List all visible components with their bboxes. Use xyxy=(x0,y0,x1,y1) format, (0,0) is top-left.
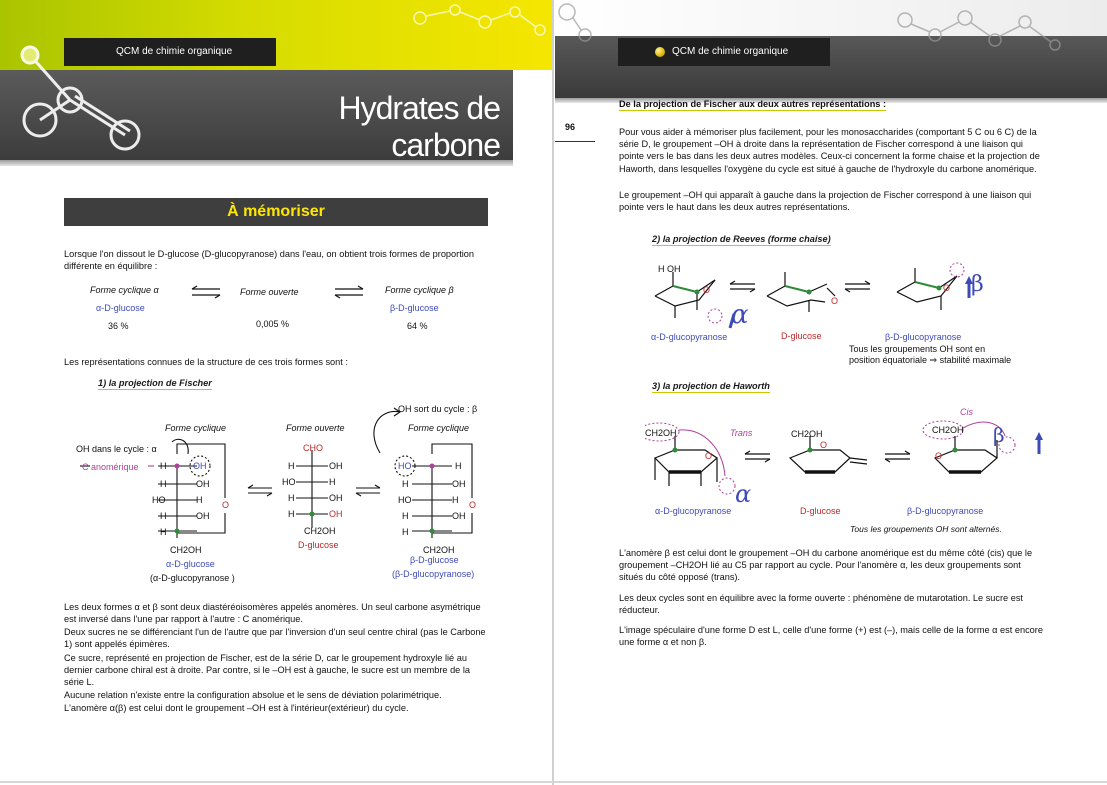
reeves-note-1: Tous les groupements OH sont en xyxy=(849,344,986,354)
alpha-percent: 36 % xyxy=(108,321,129,331)
fischer-alpha-name: α-D-glucose xyxy=(166,559,215,569)
atom-label: H xyxy=(329,477,336,487)
atom-label: CH2OH xyxy=(423,545,455,555)
atom-label: OH xyxy=(452,511,466,521)
reeves-beta-symbol: β xyxy=(971,272,984,297)
haworth-alpha-ch2oh: CH2OH xyxy=(645,428,677,438)
haworth-alpha-name: α-D-glucopyranose xyxy=(655,506,732,516)
oh-in-cycle-label: OH dans le cycle : α xyxy=(76,444,157,454)
fischer-cyclic-label-beta: Forme cyclique xyxy=(408,423,470,433)
haworth-open-ch2oh: CH2OH xyxy=(791,429,823,439)
haworth-beta-ch2oh: CH2OH xyxy=(932,425,964,435)
mirror-image-paragraph: L'image spéculaire d'une forme D est L, celle d'une forme (+) est (–), mais celle de la forme α est encore une forme α et non β. xyxy=(619,625,1043,648)
left-page xyxy=(0,0,553,785)
equilibrium-arrows-icon xyxy=(333,285,365,299)
atom-label: H xyxy=(160,461,167,471)
atom-label: H xyxy=(160,479,167,489)
epimers-paragraph: Deux sucres ne se différenciant l'un de l'autre que par l'inversion d'un seul centre chiral (pas le Carbone 1) sont appelés épimères. xyxy=(64,627,486,650)
fischer-beta-sub: (β-D-glucopyranose) xyxy=(392,569,475,579)
bullet-icon xyxy=(655,47,665,57)
atom-label: OH xyxy=(193,461,207,471)
atom-label: OH xyxy=(329,509,343,519)
haworth-beta-name: β-D-glucopyranose xyxy=(907,506,984,516)
atom-label: OH xyxy=(329,493,343,503)
open-percent: 0,005 % xyxy=(256,319,290,329)
series-paragraph: Ce sucre, représenté en projection de Fischer, est de la série D, car le groupement hydroxyle lié au dernier carbone chiral est à droite. Par contre, si le –OH est à gauche, le sucre est un membre de la série L. xyxy=(64,653,470,688)
anomeric-carbon-label: C anomérique xyxy=(82,462,139,472)
atom-label: H xyxy=(402,511,409,521)
ring-oxygen-label: O xyxy=(943,283,951,293)
oh-out-cycle-label: OH sort du cycle : β xyxy=(398,404,478,414)
fischer-cyclic-label: Forme cyclique xyxy=(165,423,227,433)
beta-percent: 64 % xyxy=(407,321,428,331)
right-page xyxy=(555,0,1107,785)
atom-label: OH xyxy=(196,479,210,489)
atom-label: H xyxy=(160,511,167,521)
fischer-dglucose-name: D-glucose xyxy=(298,540,339,550)
haworth-cis-label: Cis xyxy=(960,407,973,417)
memo-title: À mémoriser xyxy=(64,198,488,226)
ring-oxygen-label: O xyxy=(703,285,711,295)
haworth-note: Tous les groupements OH sont alternés. xyxy=(850,524,1002,534)
ring-oxygen-label: O xyxy=(935,451,943,461)
atom-label: H xyxy=(288,509,295,519)
intro-paragraph-1: Pour vous aider à mémoriser plus facilement, pour les monosaccharides (comportant 5 C ou 6 C) de la série D, le groupement –OH à droite dans la représentation de Fischer correspond à une liaison qui pointe vers le bas dans les deux autres modèles. Ceux-ci concernent la forme chaise et la projection de Haworth, dans lesquelles l'oxygène du cycle est situé à gauche de l'hydroxyle du carbone anomérique. xyxy=(619,127,1040,174)
haworth-beta-symbol: β xyxy=(993,423,1005,447)
ring-oxygen-label: O xyxy=(705,451,713,461)
intro-paragraph-2: Le groupement –OH qui apparaît à gauche dans la projection de Fischer correspond à une liaison qui pointe vers le haut dans les deux autres représentations. xyxy=(619,190,1032,213)
atom-label: CH2OH xyxy=(170,545,202,555)
atom-label: H xyxy=(196,495,203,505)
atom-label: OH xyxy=(452,479,466,489)
fischer-alpha-sub: (α-D-glucopyranose ) xyxy=(150,573,235,583)
beta-form-label: Forme cyclique β xyxy=(385,285,454,295)
atom-label: H xyxy=(160,527,167,537)
atom-label: H xyxy=(288,493,295,503)
atom-label: HO xyxy=(398,495,412,505)
fischer-open-label: Forme ouverte xyxy=(286,423,345,433)
open-form-label: Forme ouverte xyxy=(240,287,299,297)
bottom-rule xyxy=(0,781,1107,783)
alpha-glucose-label: α-D-glucose xyxy=(96,303,145,313)
chapter-title: Hydrates de carbone xyxy=(338,90,500,163)
ring-oxygen-label: O xyxy=(222,500,230,510)
atom-label: OH xyxy=(196,511,210,521)
atom-label: HO xyxy=(152,495,166,505)
atom-label: HO xyxy=(282,477,296,487)
reeves-note-2: position équatoriale ⇒ stabilité maximale xyxy=(849,355,1012,365)
atom-label: HO xyxy=(398,461,412,471)
reeves-alpha-atoms: H OH xyxy=(658,264,681,274)
atom-label: H xyxy=(455,461,462,471)
anomers-paragraph: Les deux formes α et β sont deux diastéréoisomères appelés anomères. Un seul carbone asymétrique est inversé dans l'une par rapport à l'autre : C anomérique. xyxy=(64,602,481,625)
alpha-form-label: Forme cyclique α xyxy=(90,285,159,295)
aldehyde-oxygen-label: O xyxy=(820,440,828,450)
fischer-heading: 1) la projection de Fischer xyxy=(98,378,212,388)
representations-intro: Les représentations connues de la structure de ces trois formes sont : xyxy=(64,357,348,367)
page-number-rule xyxy=(555,141,595,142)
atom-label: CH2OH xyxy=(304,526,336,536)
reeves-open-name: D-glucose xyxy=(781,331,822,341)
reeves-alpha-symbol: α xyxy=(731,300,749,330)
anomer-definition-paragraph: L'anomère α(β) est celui dont le groupement –OH est à l'intérieur(extérieur) du cycle. xyxy=(64,703,409,713)
atom-label: OH xyxy=(329,461,343,471)
section-title: De la projection de Fischer aux deux autres représentations : xyxy=(619,98,886,111)
page-number: 96 xyxy=(565,122,576,132)
reeves-chair-diagram xyxy=(635,258,1055,338)
atom-label: H xyxy=(402,527,409,537)
header-tag: QCM de chimie organique xyxy=(64,38,276,66)
haworth-open-name: D-glucose xyxy=(800,506,841,516)
haworth-heading: 3) la projection de Haworth xyxy=(652,381,770,391)
reeves-heading: 2) la projection de Reeves (forme chaise) xyxy=(652,234,831,244)
polarimetry-paragraph: Aucune relation n'existe entre la configuration absolue et le sens de déviation polarimétrique. xyxy=(64,690,442,700)
page-gutter xyxy=(552,0,554,785)
beta-glucose-label: β-D-glucose xyxy=(390,303,439,313)
reeves-beta-name: β-D-glucopyranose xyxy=(885,332,962,342)
equilibrium-arrows-icon xyxy=(190,285,222,299)
mutarotation-paragraph: Les deux cycles sont en équilibre avec la forme ouverte : phénomène de mutarotation. Le sucre est réducteur. xyxy=(619,593,1023,616)
header-tag: QCM de chimie organique xyxy=(618,38,830,66)
reeves-alpha-name: α-D-glucopyranose xyxy=(651,332,728,342)
aldehyde-oxygen-label: O xyxy=(831,296,839,306)
atom-label: H xyxy=(452,495,459,505)
haworth-trans-label: Trans xyxy=(730,428,753,438)
ring-oxygen-label: O xyxy=(469,500,477,510)
atom-label: CHO xyxy=(303,443,323,453)
atom-label: H xyxy=(288,461,295,471)
atom-label: H xyxy=(402,479,409,489)
fischer-beta-name: β-D-glucose xyxy=(410,555,459,565)
cis-trans-paragraph: L'anomère β est celui dont le groupement –OH du carbone anomérique est du même côté (cis) que le groupement –CH2OH lié au C5 par rapport au cycle. Pour l'anomère α, les deux groupements sont situés du côté opposé (trans). xyxy=(619,548,1033,583)
intro-paragraph: Lorsque l'on dissout le D-glucose (D-glucopyranose) dans l'eau, on obtient trois formes de proportion différente en équilibre : xyxy=(64,249,475,272)
haworth-alpha-symbol: α xyxy=(735,480,752,508)
